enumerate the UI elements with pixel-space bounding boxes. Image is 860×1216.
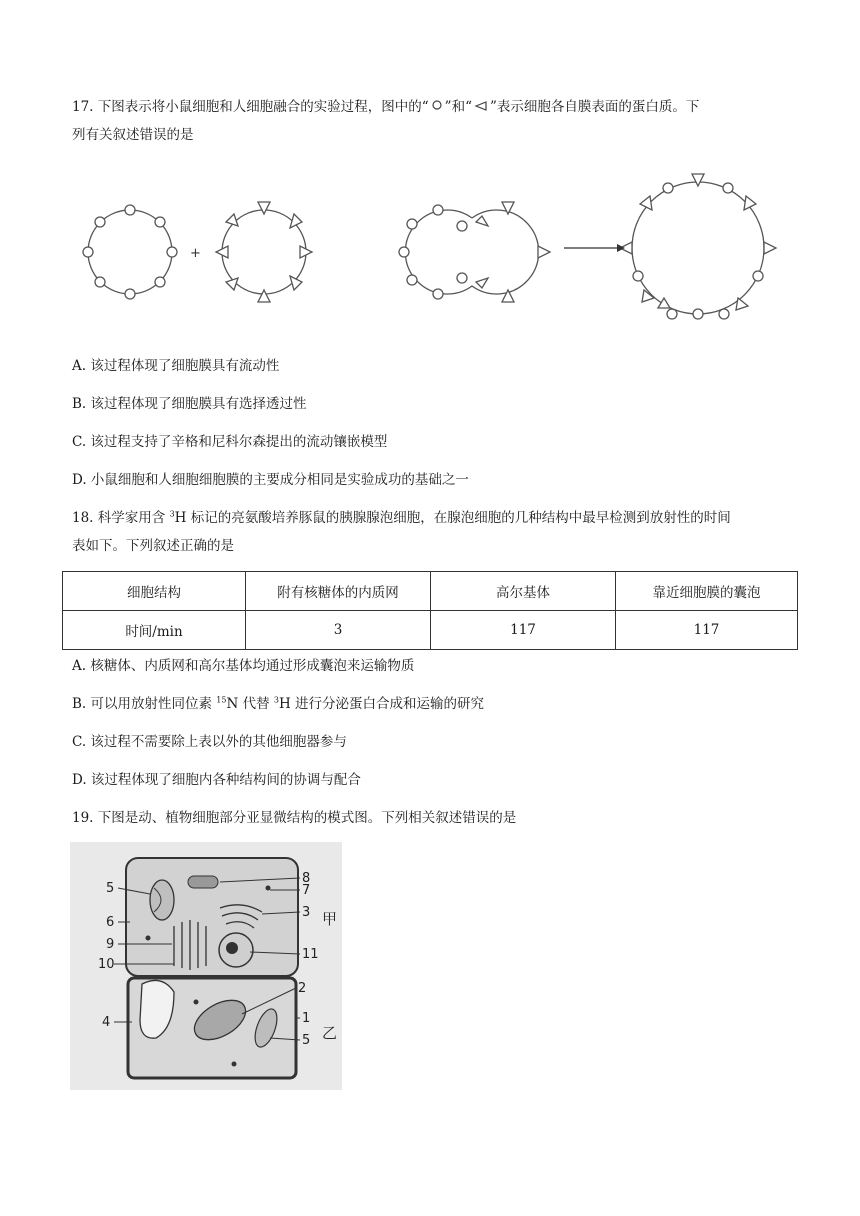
q17-option-a: A. 该过程体现了细胞膜具有流动性 [72, 358, 280, 374]
triangle-protein-icon [472, 98, 490, 112]
label-2: 2 [298, 981, 307, 996]
table-cell: 3 [246, 611, 431, 650]
q17-option-b: B. 该过程体现了细胞膜具有选择透过性 [72, 396, 307, 412]
label-9: 9 [106, 937, 115, 952]
q17-option-c: C. 该过程支持了辛格和尼科尔森提出的流动镶嵌模型 [72, 434, 388, 450]
q18-stem: 18. 科学家用含 $^3$H 标记的亮氨酸培养豚鼠的胰腺腺泡细胞，在腺泡细胞的几种结构中最早检测到放射性的时间 [72, 509, 731, 526]
title-plant-cell: 乙 [322, 1024, 338, 1042]
table-cell: 高尔基体 [431, 572, 616, 611]
q17-stem: 17. 下图表示将小鼠细胞和人细胞融合的实验过程，图中的“ ”和“ ”表示细胞各自膜表面的蛋白质。下 [72, 99, 700, 115]
q17-stem-line2: 列有关叙述错误的是 [72, 127, 194, 143]
label-7: 7 [302, 883, 311, 898]
title-animal-cell: 甲 [322, 910, 338, 928]
table-cell: 117 [431, 611, 616, 650]
q18-stem-line2: 表如下。下列叙述正确的是 [72, 538, 234, 554]
label-5b: 5 [302, 1033, 311, 1048]
label-8: 8 [302, 871, 311, 886]
q17-option-d: D. 小鼠细胞和人细胞细胞膜的主要成分相同是实验成功的基础之一 [72, 472, 469, 488]
label-1: 1 [302, 1011, 311, 1026]
table-cell: 时间/min [63, 611, 246, 650]
circle-protein-icon [429, 98, 445, 112]
cell-fusion-figure [72, 162, 792, 342]
q18-option-b: B. 可以用放射性同位素 $^{15}$N 代替 $^3$H 进行分泌蛋白合成和运输的研究 [72, 695, 485, 712]
q19-stem: 19. 下图是动、植物细胞部分亚显微结构的模式图。下列相关叙述错误的是 [72, 810, 517, 826]
plus-sign: + [190, 246, 201, 261]
table-cell: 117 [616, 611, 798, 650]
table-cell: 靠近细胞膜的囊泡 [616, 572, 798, 611]
label-3: 3 [302, 905, 311, 920]
label-5: 5 [106, 881, 115, 896]
label-6: 6 [106, 915, 115, 930]
label-11: 11 [302, 947, 319, 962]
table-row [63, 572, 798, 611]
table-row [63, 611, 798, 650]
fused-cell [632, 182, 764, 314]
timing-table [62, 571, 798, 650]
label-4: 4 [102, 1015, 111, 1030]
fusing-cells [405, 210, 538, 294]
table-cell: 细胞结构 [63, 572, 246, 611]
table-cell: 附有核糖体的内质网 [246, 572, 431, 611]
q18-option-a: A. 核糖体、内质网和高尔基体均通过形成囊泡来运输物质 [72, 658, 415, 674]
label-10: 10 [98, 957, 115, 972]
cell-structure-figure [70, 842, 342, 1090]
q18-option-c: C. 该过程不需要除上表以外的其他细胞器参与 [72, 734, 347, 750]
q18-option-d: D. 该过程体现了细胞内各种结构间的协调与配合 [72, 772, 361, 788]
